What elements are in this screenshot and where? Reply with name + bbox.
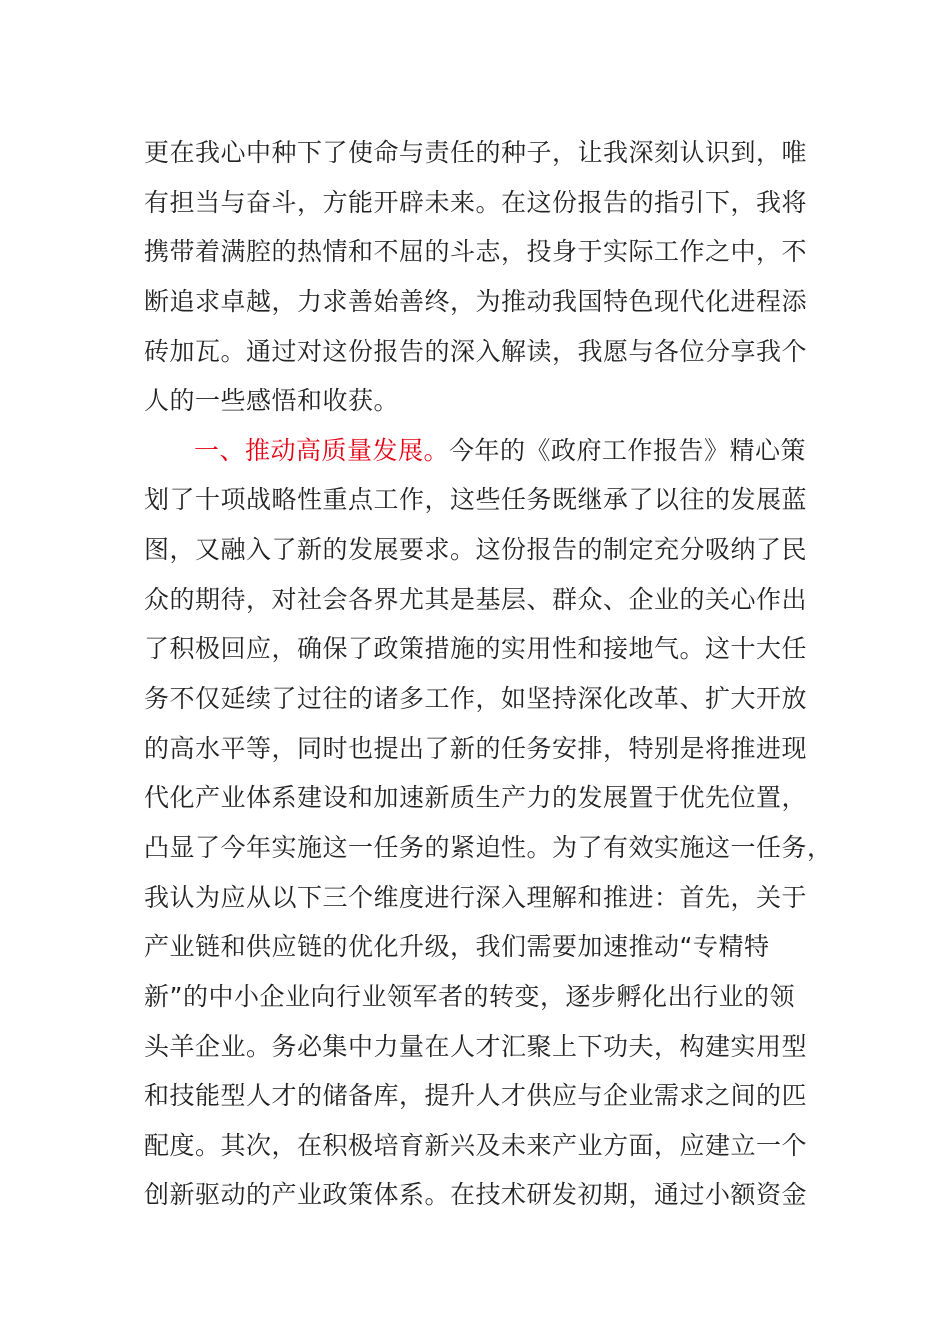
text-line: 务不仅延续了过往的诸多工作，如坚持深化改革、扩大开放 bbox=[144, 684, 808, 714]
paragraph-intro-continuation bbox=[144, 128, 824, 426]
text-line: 断追求卓越，力求善始善终，为推动我国特色现代化进程添 bbox=[144, 286, 808, 316]
text-line: 了积极回应，确保了政策措施的实用性和接地气。这十大任 bbox=[144, 634, 808, 664]
text-line: 砖加瓦。通过对这份报告的深入解读，我愿与各位分享我个 bbox=[144, 336, 808, 366]
section-first-line-text: 今年的《政府工作报告》精心策 bbox=[449, 435, 807, 465]
text-line: 有担当与奋斗，方能开辟未来。在这份报告的指引下，我将 bbox=[144, 187, 808, 217]
text-line: 产业链和供应链的优化升级，我们需要加速推动“专精特 bbox=[144, 932, 770, 962]
text-line: 我认为应从以下三个维度进行深入理解和推进：首先，关于 bbox=[144, 882, 808, 912]
text-line: 凸显了今年实施这一任务的紧迫性。为了有效实施这一任务， bbox=[144, 832, 833, 862]
text-line: 创新驱动的产业政策体系。在技术研发初期，通过小额资金 bbox=[144, 1180, 808, 1210]
text-line: 更在我心中种下了使命与责任的种子，让我深刻认识到，唯 bbox=[144, 138, 808, 167]
text-line: 配度。其次，在积极培育新兴及未来产业方面，应建立一个 bbox=[144, 1130, 808, 1160]
paragraph-section-one bbox=[144, 426, 833, 1220]
text-line: 的高水平等，同时也提出了新的任务安排，特别是将推进现 bbox=[144, 733, 808, 763]
document-body bbox=[144, 128, 833, 1220]
text-line: 新”的中小企业向行业领军者的转变，逐步孵化出行业的领 bbox=[144, 981, 795, 1011]
text-line: 众的期待，对社会各界尤其是基层、群众、企业的关心作出 bbox=[144, 584, 808, 614]
text-line: 头羊企业。务必集中力量在人才汇聚上下功夫，构建实用型 bbox=[144, 1031, 808, 1061]
text-line: 和技能型人才的储备库，提升人才供应与企业需求之间的匹 bbox=[144, 1081, 808, 1111]
section-first-line bbox=[144, 426, 824, 476]
text-line: 人的一些感悟和收获。 bbox=[144, 386, 400, 416]
section-heading: 一、推动高质量发展。 bbox=[194, 435, 450, 465]
text-line: 携带着满腔的热情和不屈的斗志，投身于实际工作之中，不 bbox=[144, 237, 808, 267]
text-line: 图，又融入了新的发展要求。这份报告的制定充分吸纳了民 bbox=[144, 535, 808, 565]
text-line: 代化产业体系建设和加速新质生产力的发展置于优先位置， bbox=[144, 783, 808, 813]
text-line: 划了十项战略性重点工作，这些任务既继承了以往的发展蓝 bbox=[144, 485, 808, 515]
